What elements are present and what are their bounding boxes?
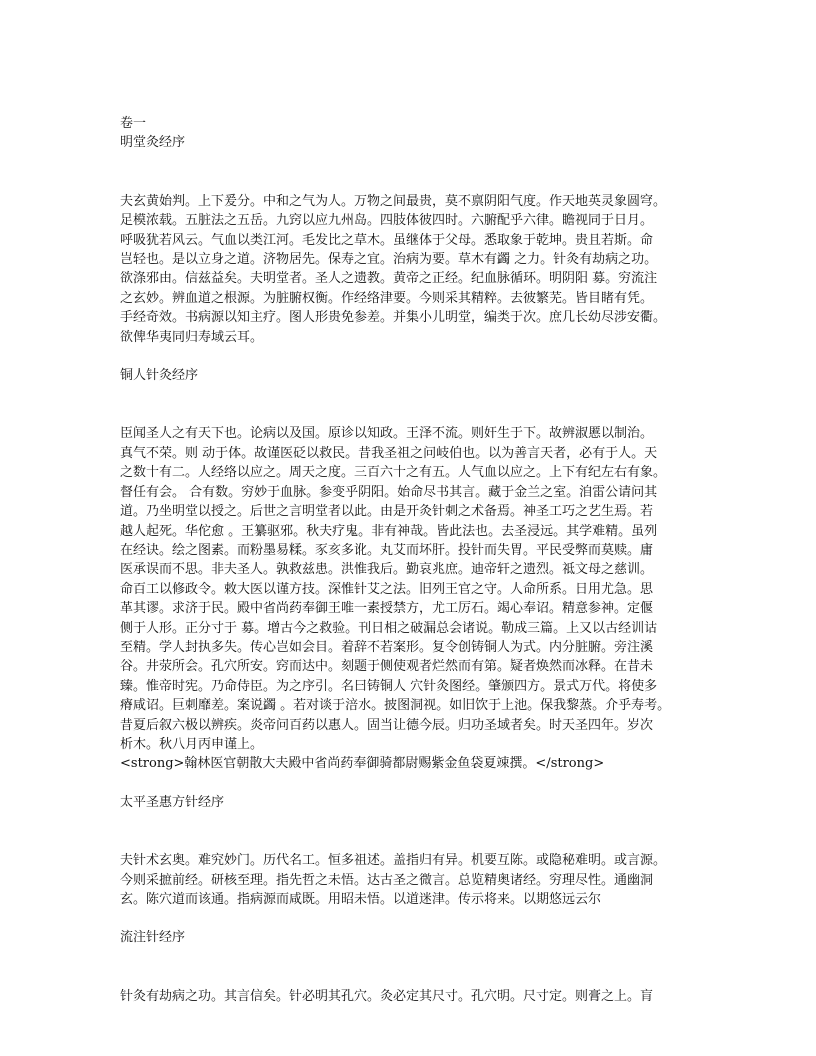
- volume-heading: 卷一: [120, 116, 147, 131]
- text-line: 针灸有劫病之功。其言信矣。针必明其孔穴。灸必定其尺寸。孔穴明。尺寸定。则膏之上。肓: [120, 988, 654, 1004]
- text-line: 之数十有二。人经络以应之。周天之度。三百六十之有五。人气血以应之。上下有纪左右有象。: [120, 465, 667, 481]
- text-line: 昔夏后叙六极以辨疾。炎帝问百药以惠人。固当让德今辰。归功圣域者矣。时天圣四年。岁次: [120, 717, 654, 733]
- text-line: 手经奇效。书病源以知主疗。图人形贵免参差。并集小儿明堂，编类于次。庶几长幼尽涉安衢。: [120, 310, 667, 326]
- section-body: [120, 424, 700, 773]
- text-line: 瘠咸诏。巨刺靡差。案说蠲 。若对谈于涪水。披图洞视。如旧饮于上池。保我黎蒸。介乎寿考。: [120, 698, 671, 714]
- text-line: 欲俾华夷同归寿域云耳。: [120, 329, 264, 345]
- text-line: 呼吸犹若风云。气血以类江河。毛发比之草木。虽继体于父母。悉取象于乾坤。贵且若斯。命: [120, 232, 654, 248]
- text-line: 岂轻也。是以立身之道。济物居先。保寿之宜。治病为要。草木有蠲 之力。针灸有劫病之功。: [120, 252, 658, 268]
- section-title: 明堂灸经序: [120, 135, 186, 151]
- text-line: 革其谬。求济于民。殿中省尚药奉御王唯一素授禁方，尤工厉石。竭心奉诏。精意参神。定偃: [120, 601, 654, 617]
- section-body: [120, 987, 700, 1006]
- text-line: 玄。陈穴道而该通。指病源而咸既。用昭未悟。以道迷津。传示将来。以期悠远云尔: [120, 892, 602, 907]
- text-line: 夫玄黄始判。上下爰分。中和之气为人。万物之间最贵，莫不禀阴阳气度。作天地英灵象圆穹。: [120, 193, 667, 209]
- text-line: 夫针术玄奥。难究妙门。历代名工。恒多祖述。盖指归有异。机要互陈。或隐秘难明。或言源。: [120, 853, 667, 869]
- text-line: 析木。秋八月丙申谨上。: [120, 736, 264, 752]
- text-line: 道。乃坐明堂以授之。后世之言明堂者以此。由是开灸针刺之术备焉。神圣工巧之艺生焉。若: [120, 504, 654, 520]
- text-line: 医承误而不思。非夫圣人。孰救兹患。洪惟我后。勤哀兆庶。迪帝轩之遗烈。祗文母之慈训。: [120, 562, 654, 578]
- text-line: 臣闻圣人之有天下也。论病以及国。原诊以知政。王泽不流。则奸生于下。故辨淑慝以制治。: [120, 426, 654, 442]
- section-title: 铜人针灸经序: [120, 368, 199, 384]
- text-line: 足模浓载。五脏法之五岳。九窍以应九州岛。四肢体彼四时。六腑配乎六律。瞻视同于日月。: [120, 213, 654, 229]
- text-line: 命百工以修政令。敕大医以谨方技。深惟针艾之法。旧列王官之守。人命所系。日用尤急。思: [120, 581, 654, 597]
- text-line: 督任有会。 合有数。穷妙于血脉。参变乎阴阳。始命尽书其言。藏于金兰之室。洎雷公请问其: [120, 484, 658, 500]
- document-page: [120, 114, 700, 1006]
- section-title: 太平圣惠方针经序: [120, 794, 225, 810]
- text-line: 侧于人形。正分寸于 募。增古今之救验。刊日相之破漏总会诸说。勒成三篇。上又以古经训诂: [120, 620, 658, 636]
- text-line: 谷。井荥所会。孔穴所安。窍而达中。刻题于侧使观者烂然而有第。疑者焕然而冰释。在昔未: [120, 659, 654, 675]
- text-line: 至精。学人封执多失。传心岂如会目。着辞不若案形。复令创铸铜人为式。内分脏腑。旁注溪: [120, 639, 654, 655]
- section-title: 流注针经序: [120, 930, 186, 946]
- section-body: [120, 192, 700, 347]
- text-line: 真气不荣。则 动于体。故谨医砭以救民。昔我圣祖之问岐伯也。以为善言天者，必有于人。天: [120, 445, 658, 461]
- text-line: 之玄妙。辨血道之根源。为脏腑权衡。作经络津要。今则采其精粹。去彼繁芜。皆目睹有凭。: [120, 290, 654, 306]
- text-line: 今则采摭前经。研核至理。指先哲之未悟。达古圣之微言。总览精奥诸经。穷理尽性。通幽洞: [120, 872, 654, 888]
- author-line: <strong>翰林医官朝散大夫殿中省尚药奉御骑都尉赐紫金鱼袋夏竦撰。</strong>: [120, 756, 605, 772]
- text-line: 欲涤邪由。信兹益矣。夫明堂者。圣人之遗教。黄帝之正经。纪血脉循环。明阴阳 募。穷流注: [120, 271, 658, 287]
- text-line: 在经诀。绘之图素。而粉墨易糅。豕亥多讹。丸艾而坏肝。投针而失胃。平民受弊而莫赎。庸: [120, 542, 654, 558]
- text-line: 臻。惟帝时宪。乃命侍臣。为之序引。名曰铸铜人 穴针灸图经。肇颁四方。景式万代。将使多: [120, 678, 658, 694]
- section-body: [120, 851, 700, 909]
- text-line: 越人起死。华佗愈 。王纂驱邪。秋夫疗鬼。非有神哉。皆此法也。去圣浸远。其学难精。虽列: [120, 523, 658, 539]
